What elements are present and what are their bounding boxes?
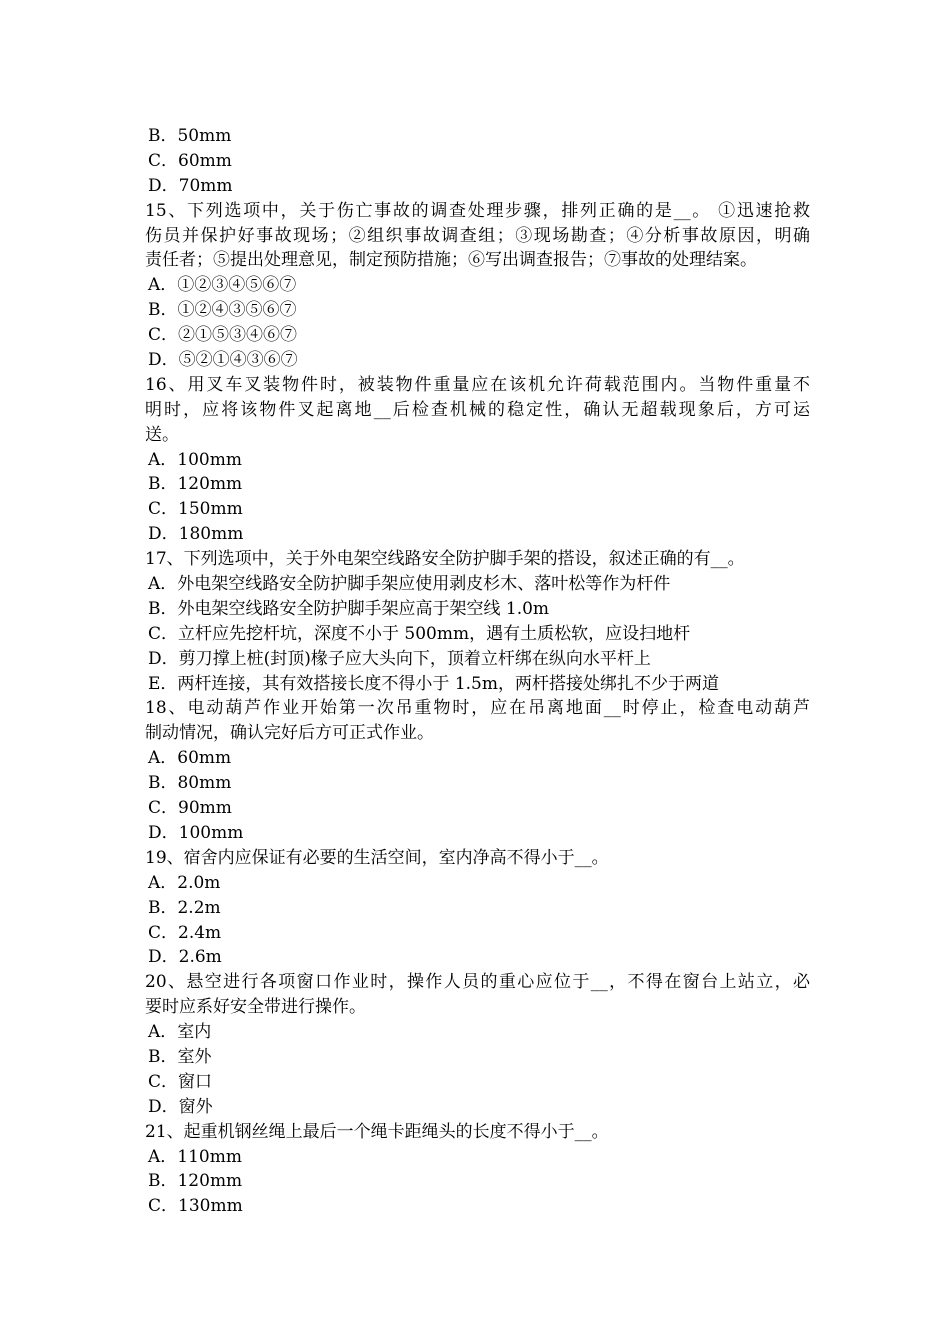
answer-option: C．130mm bbox=[148, 1196, 243, 1217]
answer-option: A．2.0m bbox=[148, 872, 221, 893]
question-line: 19、宿舍内应保证有必要的生活空间，室内净高不得小于__。 bbox=[145, 847, 609, 868]
question-line: 明时，应将该物件叉起离地__后检查机械的稳定性，确认无超载现象后，方可运 bbox=[145, 399, 810, 420]
answer-option: D．180mm bbox=[148, 524, 244, 545]
answer-option: A．100mm bbox=[148, 449, 242, 470]
question-text bbox=[145, 846, 810, 871]
answer-option: B．外电架空线路安全防护脚手架应高于架空线 1.0m bbox=[148, 598, 550, 619]
answer-option: B．2.2m bbox=[148, 897, 221, 918]
question-line: 20、悬空进行各项窗口作业时，操作人员的重心应位于__，不得在窗台上站立，必 bbox=[145, 972, 810, 993]
question-line: 送。 bbox=[145, 424, 179, 445]
answer-option: A．外电架空线路安全防护脚手架应使用剥皮杉木、落叶松等作为杆件 bbox=[148, 574, 671, 595]
question-line: 18、电动葫芦作业开始第一次吊重物时，应在吊离地面__时停止，检查电动葫芦 bbox=[145, 698, 810, 719]
question-line: 制动情况，确认完好后方可正式作业。 bbox=[145, 723, 434, 744]
answer-option: A．110mm bbox=[148, 1146, 242, 1167]
answer-option: D．剪刀撑上桩(封顶)椽子应大头向下，顶着立杆绑在纵向水平杆上 bbox=[148, 648, 651, 669]
question-line: 17、下列选项中，关于外电架空线路安全防护脚手架的搭设，叙述正确的有__。 bbox=[145, 549, 745, 570]
answer-option: C．150mm bbox=[148, 499, 243, 520]
answer-option: B．80mm bbox=[148, 773, 232, 794]
answer-option: A．①②③④⑤⑥⑦ bbox=[148, 275, 297, 296]
question-line: 15、下列选项中，关于伤亡事故的调查处理步骤，排列正确的是__。 ①迅速抢救 bbox=[145, 200, 810, 221]
answer-option: B．120mm bbox=[148, 474, 243, 495]
answer-option: D．⑤②①④③⑥⑦ bbox=[148, 350, 298, 371]
question-line: 责任者；⑤提出处理意见，制定预防措施；⑥写出调查报告；⑦事故的处理结案。 bbox=[145, 250, 757, 271]
answer-option: C．90mm bbox=[148, 798, 232, 819]
answer-option: C．②①⑤③④⑥⑦ bbox=[148, 325, 298, 346]
question-line: 21、起重机钢丝绳上最后一个绳卡距绳头的长度不得小于__。 bbox=[145, 1121, 609, 1142]
question-line: 要时应系好安全带进行操作。 bbox=[145, 997, 366, 1018]
answer-option: C．2.4m bbox=[148, 922, 222, 943]
question-text bbox=[145, 970, 810, 1020]
question-text bbox=[145, 547, 810, 572]
answer-option: D．2.6m bbox=[148, 947, 222, 968]
answer-option: D．窗外 bbox=[148, 1096, 213, 1117]
answer-option: C．立杆应先挖杆坑，深度不小于 500mm，遇有土质松软，应设扫地杆 bbox=[148, 623, 691, 644]
question-text bbox=[145, 696, 810, 746]
answer-option: B．120mm bbox=[148, 1171, 243, 1192]
answer-option: B．50mm bbox=[148, 126, 232, 146]
answer-option: B．①②④③⑤⑥⑦ bbox=[148, 300, 297, 321]
question-line: 伤员并保护好事故现场；②组织事故调查组；③现场勘查；④分析事故原因，明确 bbox=[145, 225, 810, 246]
question-text bbox=[145, 199, 810, 274]
answer-option: B．室外 bbox=[148, 1046, 212, 1067]
answer-option: A．室内 bbox=[148, 1022, 212, 1043]
question-line: 16、用叉车叉装物件时，被装物件重量应在该机允许荷载范围内。当物件重量不 bbox=[145, 374, 810, 395]
answer-option: C．窗口 bbox=[148, 1071, 213, 1092]
answer-option: D．70mm bbox=[148, 175, 233, 196]
answer-option: A．60mm bbox=[148, 748, 232, 769]
answer-option: D．100mm bbox=[148, 822, 244, 843]
answer-option: C．60mm bbox=[148, 150, 232, 171]
question-list bbox=[145, 124, 810, 1219]
answer-option: E．两杆连接，其有效搭接长度不得小于 1.5m，两杆搭接处绑扎不少于两道 bbox=[148, 673, 719, 694]
question-text bbox=[145, 373, 810, 448]
question-text bbox=[145, 1120, 810, 1145]
